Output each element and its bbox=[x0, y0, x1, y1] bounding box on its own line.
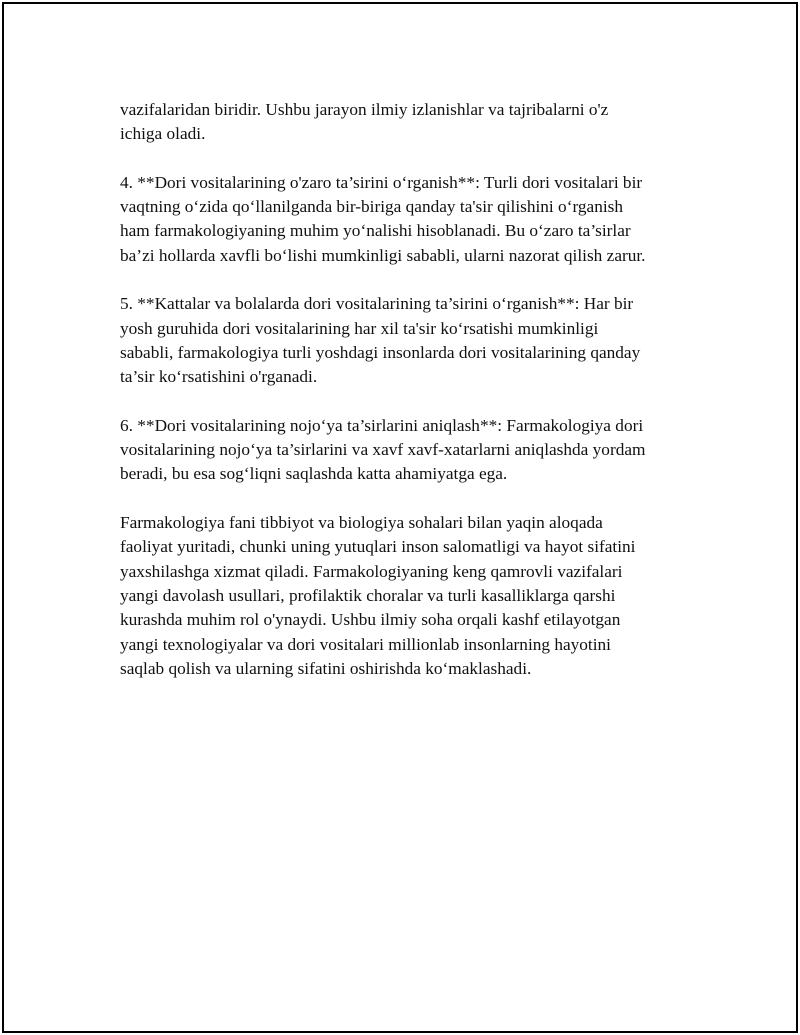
paragraph-item-6: 6. **Dori vositalarining nojo‘ya ta’sirlarini aniqlash**: Farmakologiya dori vositalarining nojo‘ya ta’sirlarini va xavf xavf-xatarlarni aniqlashda yordam beradi, bu esa sog‘liqni saqlashda katta ahamiyatga ega. bbox=[120, 415, 646, 484]
document-page bbox=[2, 2, 798, 1033]
paragraph-continuation: vazifalaridan biridir. Ushbu jarayon ilmiy izlanishlar va tajribalarni o'z ichiga oladi. bbox=[120, 100, 609, 144]
document-body bbox=[120, 98, 690, 705]
paragraph-conclusion: Farmakologiya fani tibbiyot va biologiya sohalari bilan yaqin aloqada faoliyat yuritadi, chunki uning yutuqlari inson salomatligi va hayot sifatini yaxshilashga xizmat qiladi. Farmakologiyaning keng qamrovli vazifalari yangi davolash usullari, profilaktik choralar va turli kasalliklarga qarshi kurashda muhim rol o'ynaydi. Ushbu ilmiy soha orqali kashf etilayotgan yangi texnologiyalar va dori vositalari millionlab insonlarning hayotini saqlab qolish va ularning sifatini oshirishda ko‘maklashadi. bbox=[120, 513, 636, 678]
paragraph-item-4: 4. **Dori vositalarining o'zaro ta’sirini o‘rganish**: Turli dori vositalari bir vaqtning o‘zida qo‘llanilganda bir-biriga qanday ta'sir qilishini o‘rganish ham farmakologiyaning muhim yo‘nalishi hisoblanadi. Bu o‘zaro ta’sirlar ba’zi hollarda xavfli bo‘lishi mumkinligi sababli, ularni nazorat qilish zarur. bbox=[120, 172, 646, 265]
paragraph-item-5: 5. **Kattalar va bolalarda dori vositalarining ta’sirini o‘rganish**: Har bir yosh guruhida dori vositalarining har xil ta'sir ko‘rsatishi mumkinligi sababli, farmakologiya turli yoshdagi insonlarda dori vositalarining qanday ta’sir ko‘rsatishini o'rganadi. bbox=[120, 294, 641, 387]
